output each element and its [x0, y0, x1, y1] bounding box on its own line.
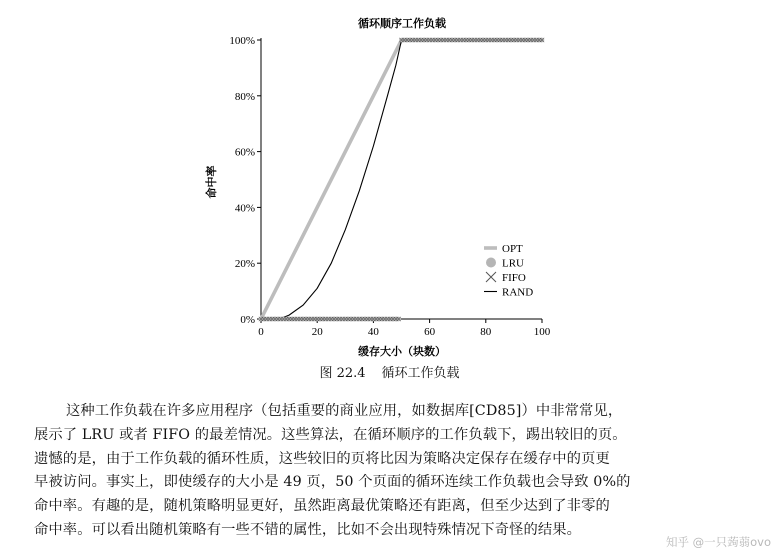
legend-lru-swatch — [486, 258, 496, 268]
paragraph-line: 命中率。有趣的是，随机策略明显更好，虽然距离最优策略还有距离，但至少达到了非零的 — [34, 498, 610, 515]
y-axis-label: 命中率 — [205, 165, 218, 199]
watermark: 知乎 @一只蒟蒻ovo — [665, 535, 771, 549]
y-tick-label: 20% — [234, 258, 255, 271]
chart-title: 循环顺序工作负载 — [358, 17, 446, 30]
x-tick-label: 0 — [258, 326, 264, 338]
x-tick-label: 60 — [424, 326, 436, 338]
legend-label: FIFO — [502, 272, 526, 284]
x-axis-label: 缓存大小（块数） — [358, 345, 446, 358]
legend-label: OPT — [502, 243, 523, 255]
x-tick-label: 20 — [311, 326, 323, 338]
legend-label: LRU — [502, 257, 524, 270]
paragraph-line: 遗憾的是，由于工作负载的循环性质，这些较旧的页将比因为策略决定保存在缓存中的页更 — [34, 450, 610, 467]
y-tick-label: 0% — [240, 314, 255, 326]
figure-caption-number: 图 22.4 — [319, 366, 366, 381]
figure-caption — [0, 362, 779, 381]
series-rand-line — [261, 40, 542, 319]
legend-fifo-swatch — [486, 272, 496, 282]
body-paragraph — [34, 400, 734, 543]
series-opt-line — [261, 40, 542, 319]
y-tick-label: 80% — [234, 90, 255, 103]
y-tick-label: 60% — [234, 146, 255, 159]
y-tick-label: 100% — [229, 35, 255, 47]
paragraph-line: 命中率。可以看出随机策略有一些不错的属性，比如不会出现特殊情况下奇怪的结果。 — [34, 521, 582, 538]
legend-label: RAND — [502, 286, 534, 299]
x-tick-label: 80 — [480, 326, 492, 338]
figure-caption-title: 循环工作负载 — [381, 366, 460, 381]
legend — [484, 243, 533, 299]
paragraph-line: 早被访问。事实上，即使缓存的大小是 49 页，50 个页面的循环连续工作负载也会导致 0%的 — [34, 474, 631, 491]
x-tick-label: 100 — [533, 326, 551, 338]
x-tick-label: 40 — [367, 326, 379, 338]
paragraph-line: 这种工作负载在许多应用程序（包括重要的商业应用，如数据库[CD85]）中非常常见， — [66, 403, 623, 419]
y-tick-label: 40% — [234, 202, 255, 215]
paragraph-line: 展示了 LRU 或者 FIFO 的最差情况。这些算法，在循环顺序的工作负载下，踢出较旧的页。 — [34, 426, 627, 443]
